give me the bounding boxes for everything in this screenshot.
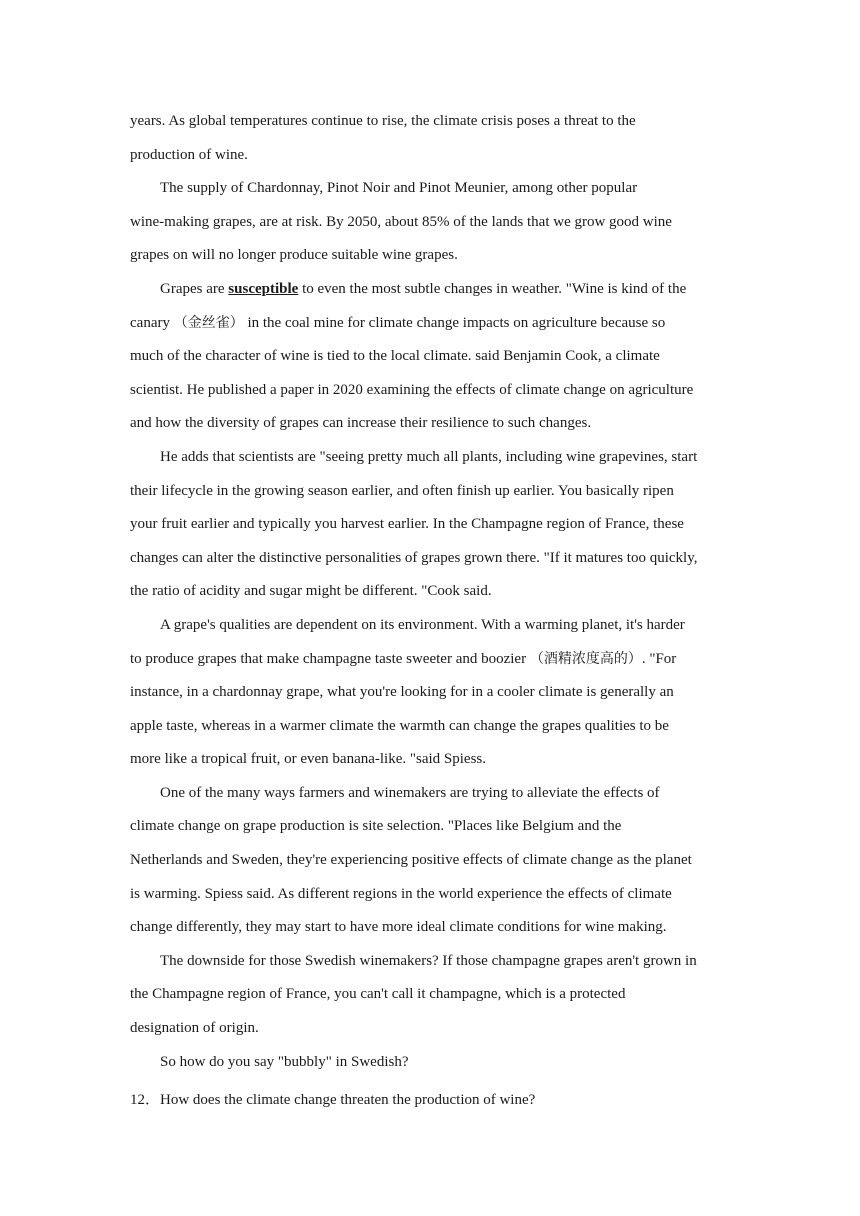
text-run: in the coal mine for climate change impacts on agriculture because so (243, 314, 666, 331)
key-word-susceptible: susceptible (228, 280, 299, 297)
paragraph-start-line: The supply of Chardonnay, Pinot Noir and Pinot Meunier, among other popular (160, 180, 638, 197)
text-run: . "For (641, 650, 677, 667)
text-run: canary (130, 314, 174, 331)
chinese-gloss: （酒精浓度高的） (529, 650, 642, 667)
passage-line: change differently, they may start to have more ideal climate conditions for wine making. (130, 919, 667, 936)
passage-line: the ratio of acidity and sugar might be different. "Cook said. (130, 583, 492, 600)
passage-line: their lifecycle in the growing season earlier, and often finish up earlier. You basically ripen (130, 482, 674, 499)
paragraph-start-line (130, 273, 740, 307)
passage-line: designation of origin. (130, 1020, 259, 1037)
passage-line (130, 307, 740, 341)
passage-line: and how the diversity of grapes can increase their resilience to such changes. (130, 415, 592, 432)
passage-body (130, 105, 740, 1079)
passage-line: instance, in a chardonnay grape, what you're looking for in a cooler climate is generally an (130, 684, 674, 701)
passage-line: years. As global temperatures continue to rise, the climate crisis poses a threat to the (130, 113, 636, 129)
passage-line: scientist. He published a paper in 2020 examining the effects of climate change on agriculture (130, 381, 694, 398)
paragraph-start-line: A grape's qualities are dependent on its environment. With a warming planet, it's harder (160, 616, 685, 633)
passage-line: Netherlands and Sweden, they're experiencing positive effects of climate change as the planet (130, 852, 692, 869)
text-run: to produce grapes that make champagne taste sweeter and boozier (130, 650, 530, 667)
question-text: How does the climate change threaten the production of wine? (160, 1092, 536, 1108)
passage-line: climate change on grape production is site selection. "Places like Belgium and the (130, 818, 622, 835)
passage-line: changes can alter the distinctive personalities of grapes grown there. "If it matures too quickly, (130, 549, 698, 566)
passage-line: is warming. Spiess said. As different regions in the world experience the effects of climate (130, 885, 672, 902)
passage-line: much of the character of wine is tied to the local climate. said Benjamin Cook, a climate (130, 348, 660, 365)
paragraph-start-line: The downside for those Swedish winemakers? If those champagne grapes aren't grown in (160, 952, 697, 969)
question-12 (130, 1088, 535, 1109)
question-number: 12． (130, 1092, 161, 1108)
passage-line: the Champagne region of France, you can't call it champagne, which is a protected (130, 986, 626, 1003)
paragraph-start-line: So how do you say "bubbly" in Swedish? (160, 1053, 409, 1070)
paragraph-start-line: One of the many ways farmers and winemakers are trying to alleviate the effects of (160, 784, 660, 801)
text-run: Grapes are (160, 280, 229, 297)
passage-line: production of wine. (130, 146, 248, 163)
passage-line: your fruit earlier and typically you harvest earlier. In the Champagne region of France, these (130, 516, 684, 533)
passage-line: grapes on will no longer produce suitable wine grapes. (130, 247, 458, 264)
paragraph-start-line: He adds that scientists are "seeing pretty much all plants, including wine grapevines, start (160, 448, 698, 465)
passage-line: apple taste, whereas in a warmer climate the warmth can change the grapes qualities to be (130, 717, 669, 734)
passage-line: wine-making grapes, are at risk. By 2050, about 85% of the lands that we grow good wine (130, 213, 672, 230)
passage-line: more like a tropical fruit, or even banana-like. "said Spiess. (130, 751, 487, 768)
text-run: to even the most subtle changes in weather. "Wine is kind of the (298, 280, 687, 297)
passage-line (130, 643, 740, 677)
chinese-gloss: （金丝雀） (173, 314, 244, 331)
